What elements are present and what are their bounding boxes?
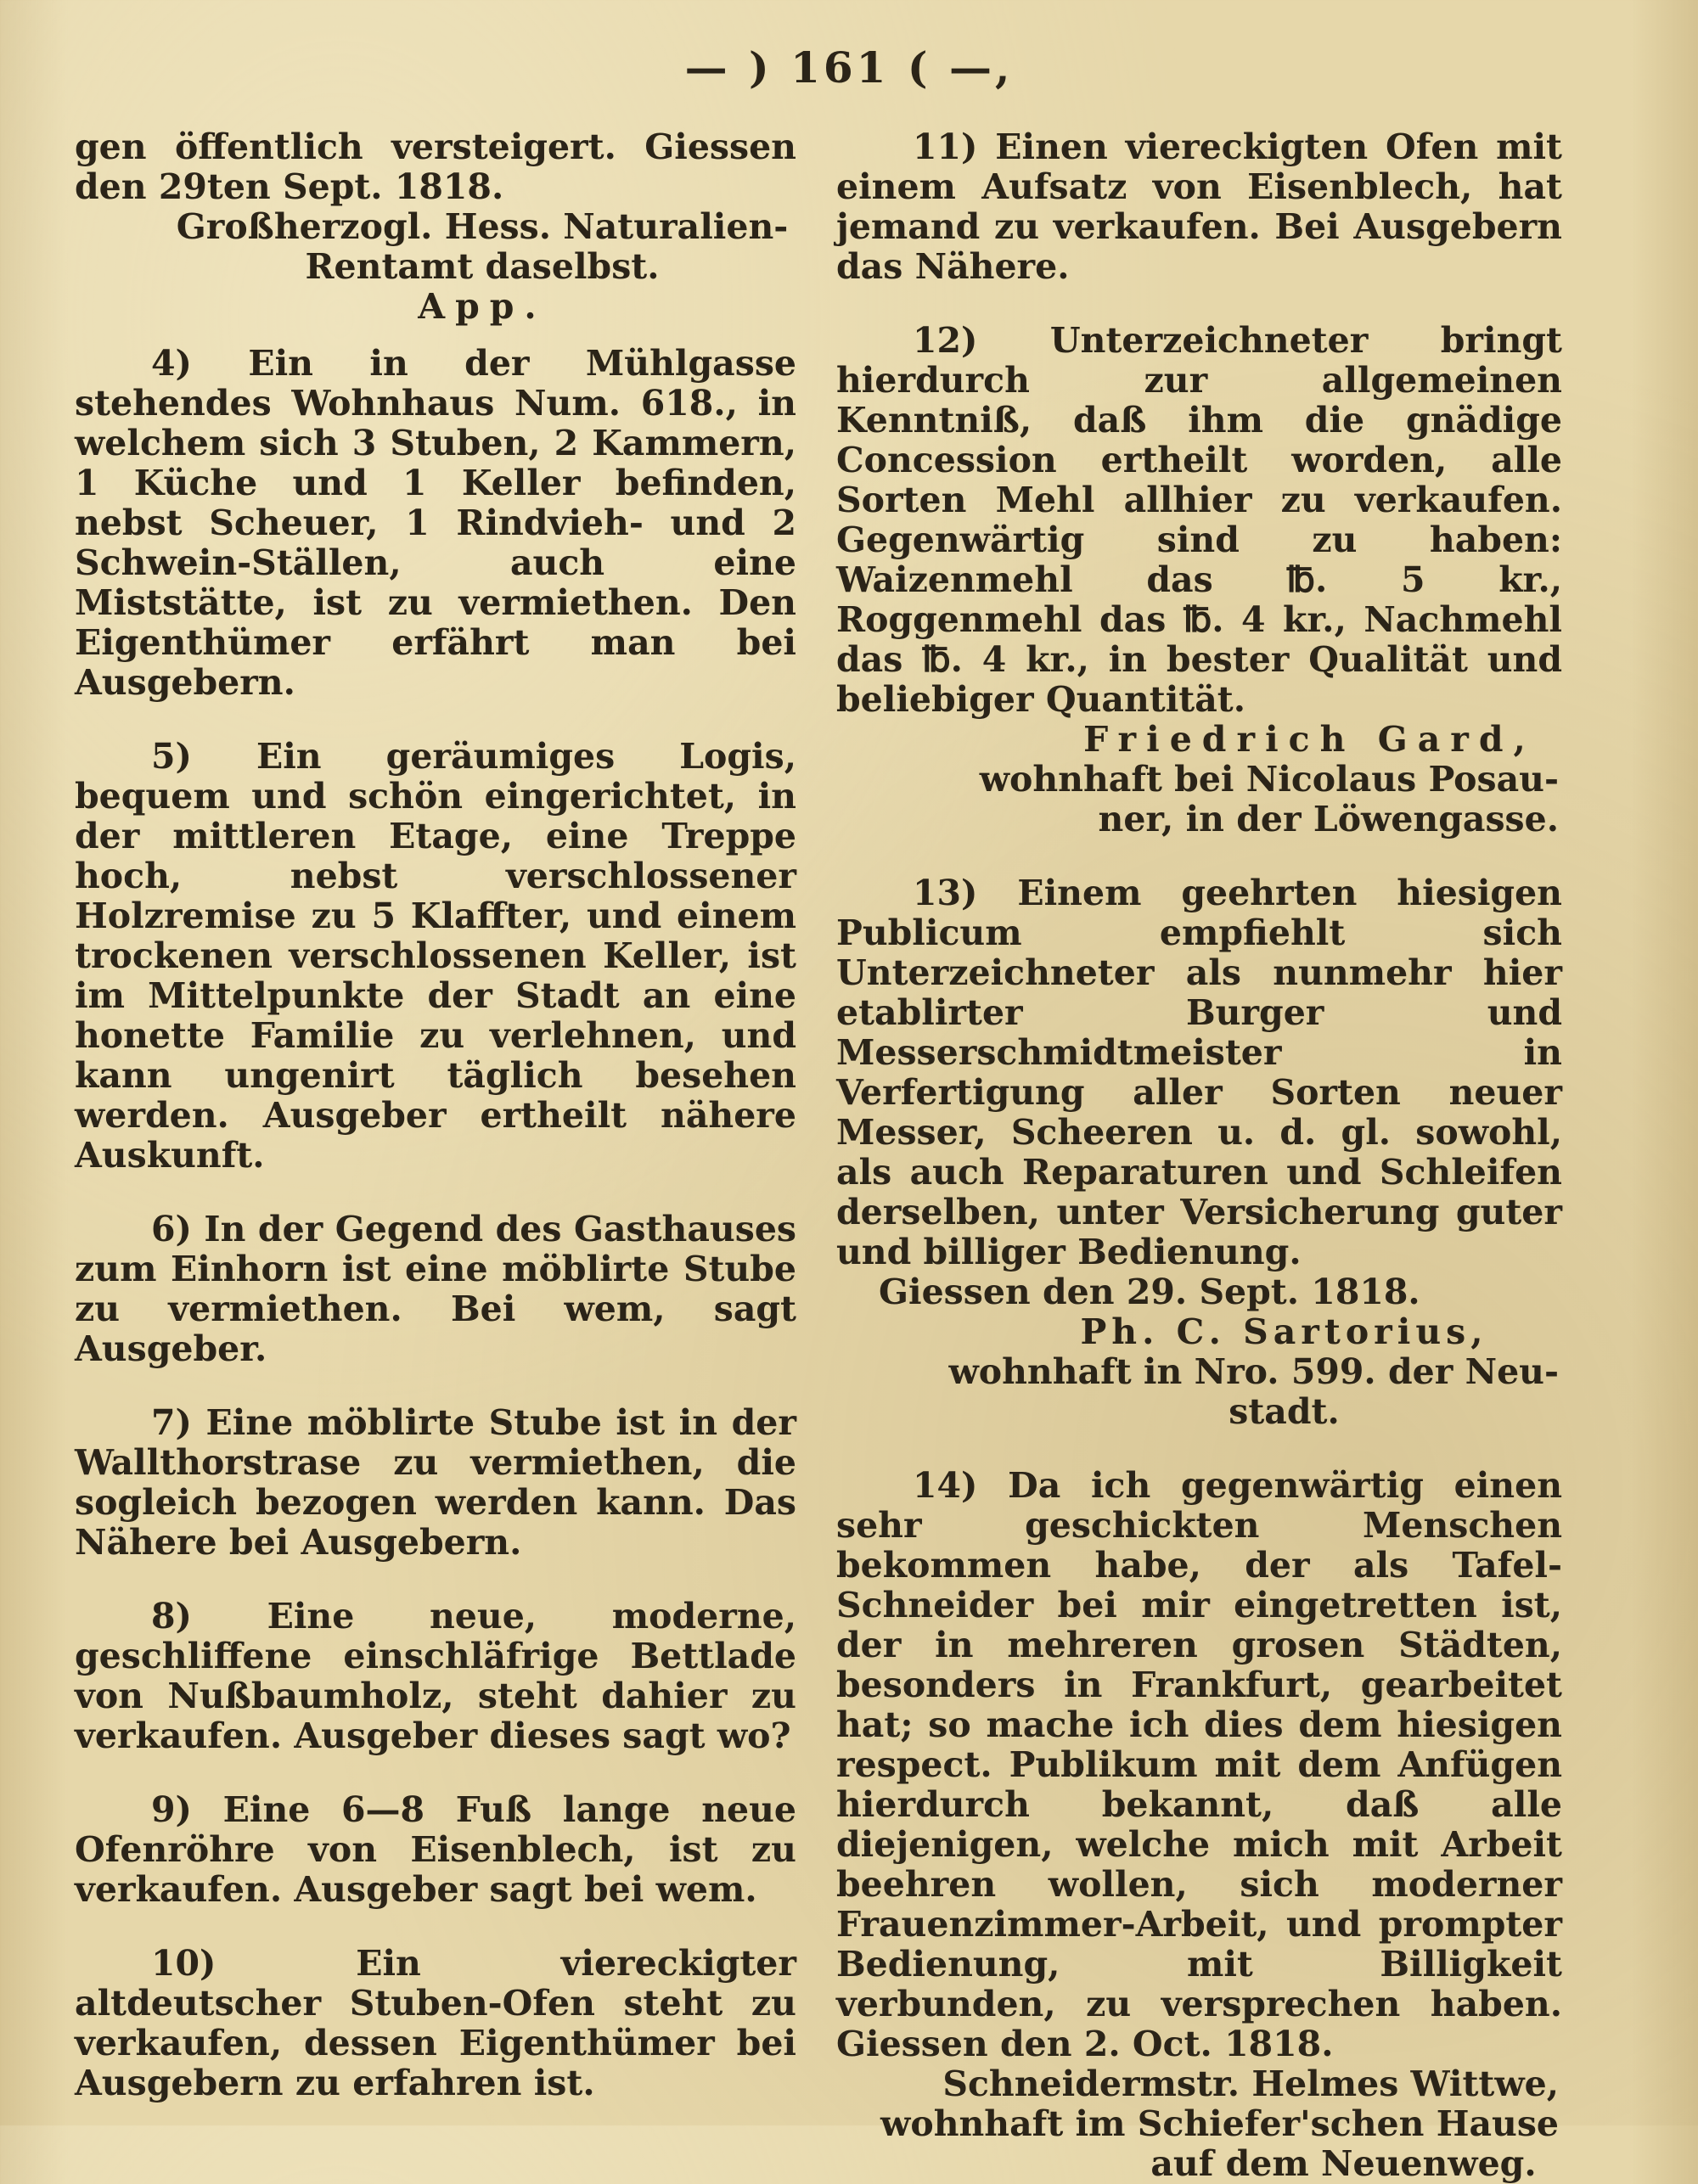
intro-signature-line1: Großherzogl. Hess. Naturalien- [176,206,789,247]
listing-11: 11) Einen viereckigten Ofen mit einem Aufsatz von Eisenblech, hat jemand zu verkaufen. Bei Ausgebern das Nähere. [836,126,1562,287]
listing-8: 8) Eine neue, moderne, geschliffene einschläfrige Bettlade von Nußbaumholz, steht dahier zu verkaufen. Ausgeber dieses sagt wo? [75,1596,796,1756]
listing-14-signature-line2: wohnhaft im Schiefer'schen Hause [880,2103,1559,2144]
page-number-header: — ) 161 ( —, [684,42,1014,93]
listing-5: 5) Ein geräumiges Logis, bequem und schön eingerichtet, in der mittleren Etage, eine Treppe hoch, nebst verschlossener Holzremise zu 5 Klaffter, und einem trockenen verschlossenen Keller, ist im Mittelpunkte der Stadt an eine honette Familie zu verlehnen, und kann ungenirt täglich besehen werden. Ausgeber ertheilt nähere Auskunft. [75,736,796,1176]
listing-9: 9) Eine 6—8 Fuß lange neue Ofenröhre von Eisenblech, ist zu verkaufen. Ausgeber sagt bei wem. [75,1789,796,1910]
listing-14-signature-line3: auf dem Neuenweg. [1150,2143,1537,2184]
listing-13: 13) Einem geehrten hiesigen Publicum empfiehlt sich Unterzeichneter als nunmehr hier etablirter Burger und Messerschmidtmeister in Verfertigung aller Sorten neuer Messer, Scheeren u. d. gl. sowohl, als auch Reparaturen und Schleifen derselben, unter Versicherung guter und billiger Bedienung. [836,873,1562,1272]
listing-13-date: Giessen den 29. Sept. 1818. [879,1272,1420,1312]
listing-14: 14) Da ich gegenwärtig einen sehr geschickten Menschen bekommen habe, der als Tafel-Schneider bei mir eingetretten ist, der in mehreren grosen Städten, besonders in Frankfurt, gearbeitet hat; so mache ich dies dem hiesigen respect. Publikum mit dem Anfügen hierdurch bekannt, daß alle diejenigen, welche mich mit Arbeit beehren wollen, sich moderner Frauenzimmer-Arbeit, und prompter Bedienung, mit Billigkeit verbunden, zu versprechen haben. Giessen den 2. Oct. 1818. [836,1465,1562,2064]
listing-13-signature-name: Ph. C. Sartorius, [1080,1311,1488,1352]
left-column [75,127,796,2103]
listing-14-signature-line1: Schneidermstr. Helmes Wittwe, [942,2063,1559,2104]
listing-4: 4) Ein in der Mühlgasse stehendes Wohnhaus Num. 618., in welchem sich 3 Stuben, 2 Kammern, 1 Küche und 1 Keller befinden, nebst Scheuer, 1 Rindvieh- und 2 Schwein-Ställen, auch eine Miststätte, ist zu vermiethen. Den Eigenthümer erfährt man bei Ausgebern. [75,343,796,703]
listing-12-signature-line1: wohnhaft bei Nicolaus Posau- [979,759,1559,800]
intro-text: gen öffentlich versteigert. Giessen den 29ten Sept. 1818. [75,126,796,207]
listing-12-signature-line2: ner, in der Löwengasse. [1098,799,1559,839]
listing-12-signature-name: Friedrich Gard, [1083,719,1536,760]
listing-12: 12) Unterzeichneter bringt hierdurch zur allgemeinen Kenntniß, daß ihm die gnädige Concession ertheilt worden, alle Sorten Mehl allhier zu verkaufen. Gegenwärtig sind zu haben: Waizenmehl das ℔. 5 kr., Roggenmehl das ℔. 4 kr., Nachmehl das ℔. 4 kr., in bester Qualität und beliebiger Quantität. [836,320,1562,720]
intro-signature-line2: Rentamt daselbst. [305,246,660,287]
listing-7: 7) Eine möblirte Stube ist in der Wallthorstrase zu vermiethen, die sogleich bezogen werden kann. Das Nähere bei Ausgebern. [75,1402,796,1563]
listing-6: 6) In der Gegend des Gasthauses zum Einhorn ist eine möblirte Stube zu vermiethen. Bei wem, sagt Ausgeber. [75,1209,796,1369]
right-column [836,127,1562,2184]
intro-signature-name: App. [418,286,547,327]
listing-13-signature-line2: stadt. [1229,1391,1340,1432]
listing-13-signature-line1: wohnhaft in Nro. 599. der Neu- [948,1351,1559,1392]
listing-10: 10) Ein viereckigter altdeutscher Stuben-Ofen steht zu verkaufen, dessen Eigenthümer bei Ausgebern zu erfahren ist. [75,1943,796,2103]
